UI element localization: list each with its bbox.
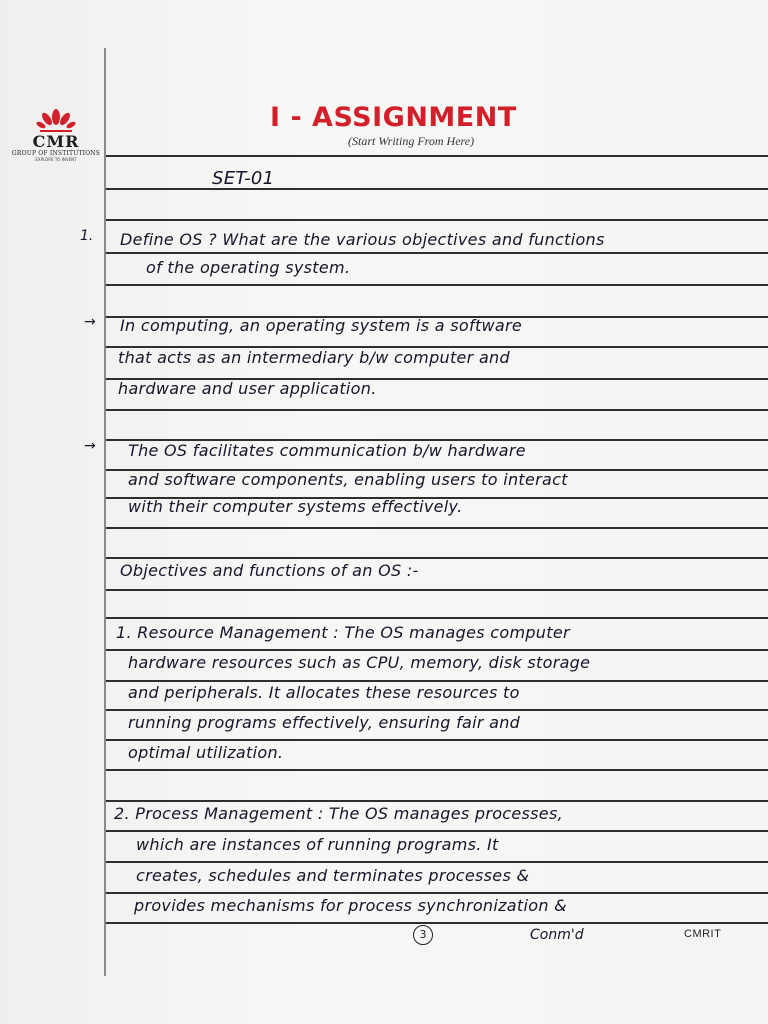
text-line: In computing, an operating system is a software — [120, 316, 523, 335]
page-number: 3 — [413, 925, 433, 945]
ruled-line — [106, 709, 768, 711]
ruled-line — [106, 680, 768, 682]
ruled-line — [106, 649, 768, 651]
text-line: hardware resources such as CPU, memory, disk storage — [128, 653, 591, 672]
ruled-line — [106, 861, 768, 863]
ruled-line — [106, 922, 768, 924]
ruled-line — [106, 739, 768, 741]
institution-logo — [8, 108, 104, 162]
text-line: that acts as an intermediary b/w computer and — [118, 348, 510, 367]
set-label: SET-01 — [212, 168, 275, 189]
ruled-line — [106, 557, 768, 559]
text-line: optimal utilization. — [128, 743, 284, 762]
text-line: and software components, enabling users to interact — [128, 470, 568, 489]
footer-brand: CMRIT — [684, 928, 722, 940]
page-subtitle: (Start Writing From Here) — [348, 134, 475, 148]
ruled-line — [106, 219, 768, 221]
answer-arrow: → — [84, 314, 96, 330]
text-line: Objectives and functions of an OS :- — [120, 561, 419, 580]
ruled-line — [106, 589, 768, 591]
ruled-line — [106, 769, 768, 771]
ruled-line — [106, 155, 768, 157]
text-line: provides mechanisms for process synchronization & — [134, 896, 567, 915]
text-line: The OS facilitates communication b/w hardware — [128, 441, 526, 460]
text-line: and peripherals. It allocates these resources to — [128, 683, 520, 702]
ruled-line — [106, 284, 768, 286]
text-line: with their computer systems effectively. — [128, 497, 463, 516]
text-line: running programs effectively, ensuring fair and — [128, 713, 521, 732]
ruled-line — [106, 892, 768, 894]
ruled-line — [106, 800, 768, 802]
logo-text: CMR — [32, 132, 80, 151]
text-line: hardware and user application. — [118, 379, 377, 398]
text-line: Define OS ? What are the various objectives and functions — [120, 230, 605, 249]
ruled-line — [106, 188, 768, 190]
ruled-line — [106, 830, 768, 832]
answer-arrow: → — [84, 438, 96, 454]
logo-tagline: EXPLORE TO INVENT — [35, 157, 77, 162]
text-line: which are instances of running programs. It — [136, 835, 499, 854]
logo-subtext: GROUP OF INSTITUTIONS — [11, 150, 101, 157]
text-line: 1. Resource Management : The OS manages computer — [116, 623, 570, 642]
text-line: creates, schedules and terminates processes & — [136, 866, 530, 885]
ruled-line — [106, 409, 768, 411]
text-line: 2. Process Management : The OS manages processes, — [114, 804, 563, 823]
page-title: I - ASSIGNMENT — [270, 102, 517, 133]
ruled-line — [106, 617, 768, 619]
question-number: 1. — [80, 228, 94, 244]
lotus-icon — [36, 108, 76, 134]
text-line: of the operating system. — [146, 258, 351, 277]
ruled-line — [106, 252, 768, 254]
continued-note: Conm'd — [530, 927, 584, 943]
ruled-line — [106, 527, 768, 529]
